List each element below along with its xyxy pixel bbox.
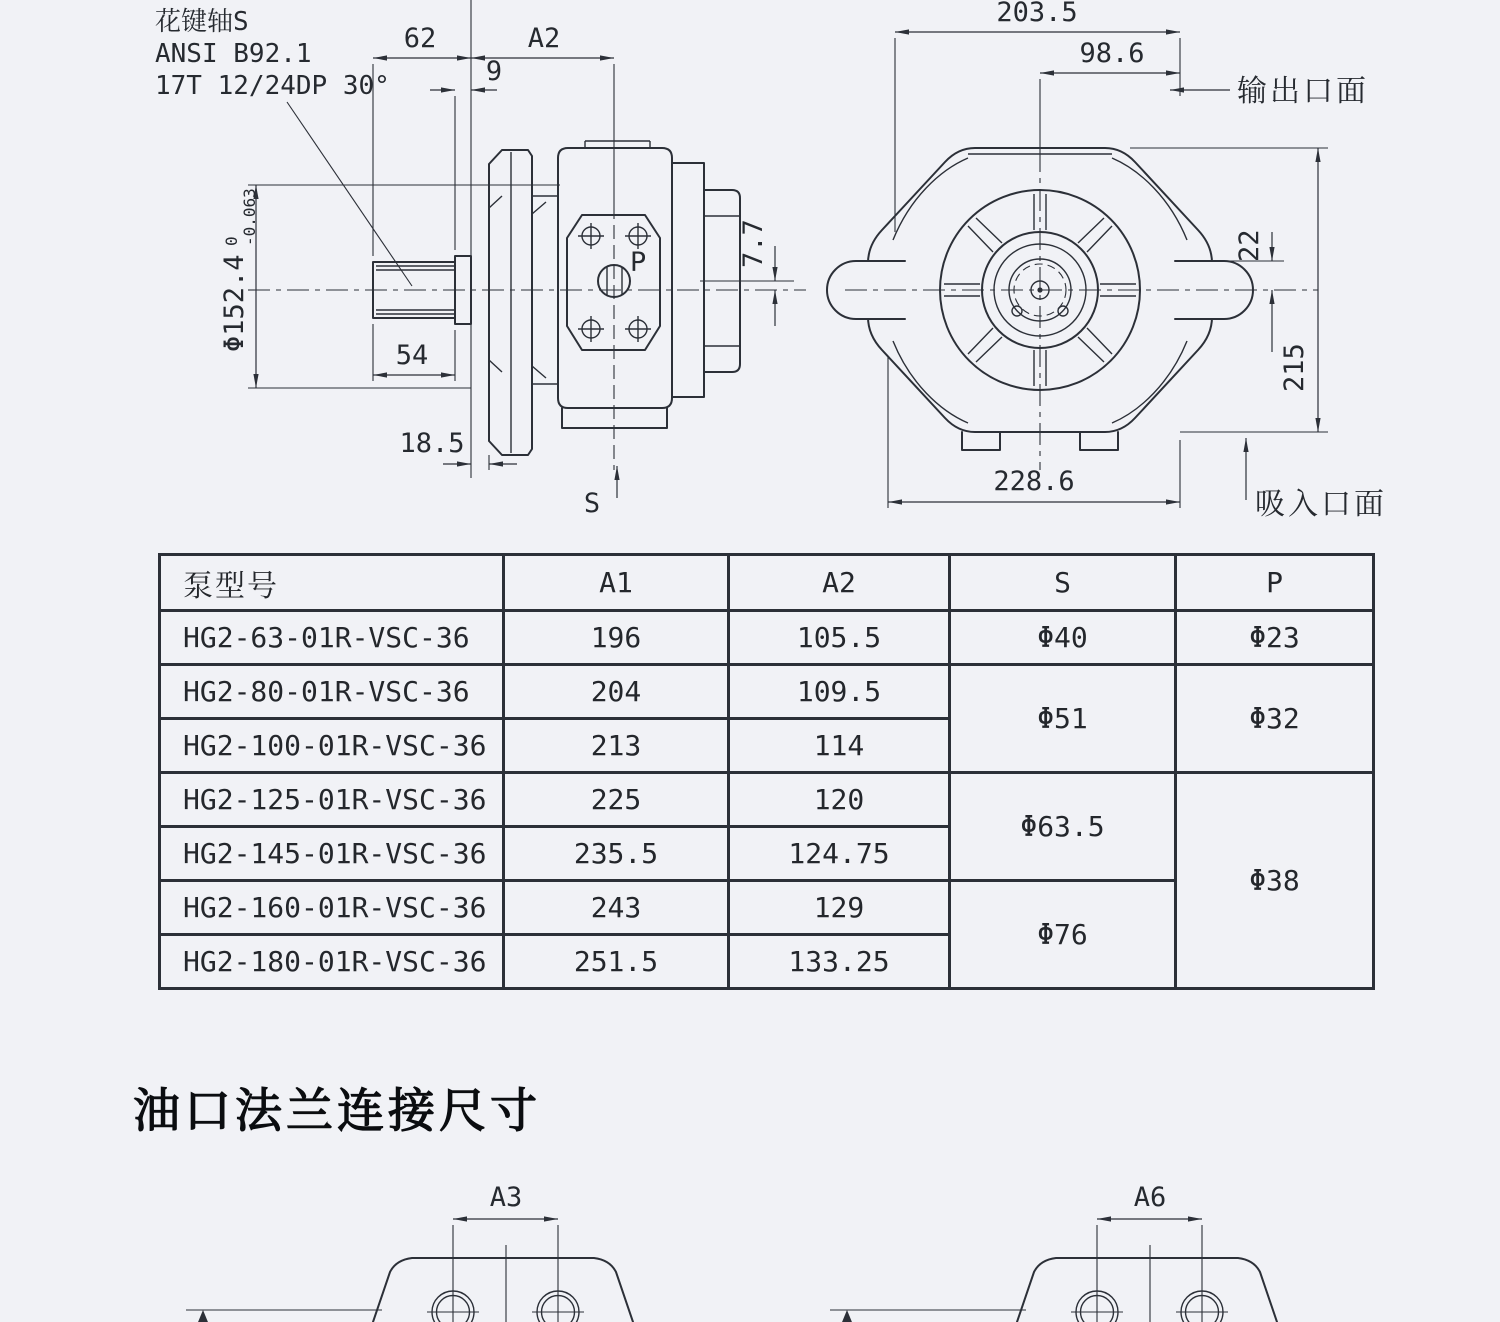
dim-shaft-diameter [219, 185, 560, 388]
model-cell: HG2-63-01R-VSC-36 [160, 611, 504, 665]
col-header-s: S [950, 555, 1176, 611]
outlet-face-label [1170, 75, 1369, 108]
p-cell: Φ38 [1176, 773, 1374, 989]
a2-cell: 105.5 [729, 611, 950, 665]
bolt-hole [625, 223, 651, 249]
svg-text:7.7: 7.7 [738, 219, 769, 268]
flange-outline [1017, 1258, 1277, 1322]
dim-98-6 [1040, 38, 1180, 150]
port-s-marker [584, 466, 617, 519]
svg-text:18.5: 18.5 [399, 428, 465, 459]
dim-a3-label: A3 [489, 1182, 523, 1213]
dim-54 [373, 324, 455, 381]
flange-view-a3 [186, 1182, 633, 1322]
svg-text:98.6: 98.6 [1079, 38, 1145, 69]
s-cell: Φ51 [950, 665, 1176, 773]
table-row [160, 773, 1374, 827]
dim-7-7 [700, 219, 794, 326]
dim-18-5 [399, 428, 517, 470]
dim-203-5 [895, 0, 1180, 232]
a2-cell: 114 [729, 719, 950, 773]
port-face [567, 205, 660, 470]
svg-text:54: 54 [395, 340, 429, 371]
dim-62 [373, 23, 471, 256]
a1-cell: 213 [504, 719, 729, 773]
a1-cell: 204 [504, 665, 729, 719]
side-view [155, 0, 806, 519]
a1-cell: 225 [504, 773, 729, 827]
a2-cell: 124.75 [729, 827, 950, 881]
model-cell: HG2-180-01R-VSC-36 [160, 935, 504, 989]
svg-text:0: 0 [222, 236, 241, 246]
a2-cell: 120 [729, 773, 950, 827]
svg-text:215: 215 [1279, 343, 1310, 392]
col-header-p: P [1176, 555, 1374, 611]
flange-view-a6 [830, 1182, 1277, 1322]
col-header-a2: A2 [729, 555, 950, 611]
col-header-a1: A1 [504, 555, 729, 611]
spline-note-line3: 17T 12/24DP 30° [155, 71, 390, 101]
p-cell: Φ32 [1176, 665, 1374, 773]
svg-text:Φ152.4: Φ152.4 [219, 254, 250, 352]
model-cell: HG2-145-01R-VSC-36 [160, 827, 504, 881]
a2-cell: 129 [729, 881, 950, 935]
table-row [160, 611, 1374, 665]
svg-text:A2: A2 [527, 23, 561, 54]
svg-text:-0.063: -0.063 [240, 188, 259, 246]
a1-cell: 196 [504, 611, 729, 665]
svg-text:S: S [583, 488, 601, 519]
front-view [827, 0, 1387, 521]
port-p-label: P [630, 247, 647, 278]
flange-outline [373, 1258, 633, 1322]
s-cell: Φ63.5 [950, 773, 1176, 881]
spline-leader-line [287, 102, 412, 286]
svg-text:输出口面: 输出口面 [1237, 75, 1369, 108]
svg-text:228.6: 228.6 [993, 466, 1075, 497]
a2-cell: 109.5 [729, 665, 950, 719]
dim-arrow [196, 1310, 210, 1322]
dim-arrow [840, 1310, 854, 1322]
dimension-table [158, 553, 1375, 990]
spline-note-line2: ANSI B92.1 [155, 39, 312, 69]
port-block [558, 141, 672, 428]
s-cell: Φ40 [950, 611, 1176, 665]
bolt-hole [578, 316, 604, 342]
model-cell: HG2-160-01R-VSC-36 [160, 881, 504, 935]
bolt-hole [625, 316, 651, 342]
dim-9 [430, 56, 502, 250]
dimension-table-wrap [158, 553, 1375, 990]
inlet-face-label [1246, 438, 1387, 521]
s-cell: Φ76 [950, 881, 1176, 989]
model-cell: HG2-125-01R-VSC-36 [160, 773, 504, 827]
flange-connection-drawing [0, 1150, 1500, 1322]
section-title: 油口法兰连接尺寸 [133, 1084, 541, 1137]
table-row [160, 665, 1374, 719]
p-cell: Φ23 [1176, 611, 1374, 665]
spline-note-line1: 花键轴S [155, 7, 249, 37]
mounting-flange [489, 150, 532, 455]
dim-a2 [471, 23, 614, 205]
svg-text:62: 62 [403, 23, 437, 54]
svg-text:22: 22 [1234, 229, 1265, 262]
bolt-hole [578, 223, 604, 249]
a2-cell: 133.25 [729, 935, 950, 989]
rear-housing [672, 163, 740, 397]
model-cell: HG2-80-01R-VSC-36 [160, 665, 504, 719]
svg-text:吸入口面: 吸入口面 [1255, 488, 1387, 521]
a1-cell: 235.5 [504, 827, 729, 881]
svg-text:203.5: 203.5 [996, 0, 1078, 28]
pump-dimension-drawing [0, 0, 1500, 548]
model-cell: HG2-100-01R-VSC-36 [160, 719, 504, 773]
a1-cell: 251.5 [504, 935, 729, 989]
col-header-model: 泵型号 [160, 555, 504, 611]
dim-a6-label: A6 [1133, 1182, 1167, 1213]
table-header-row [160, 555, 1374, 611]
svg-text:9: 9 [485, 56, 503, 87]
a1-cell: 243 [504, 881, 729, 935]
